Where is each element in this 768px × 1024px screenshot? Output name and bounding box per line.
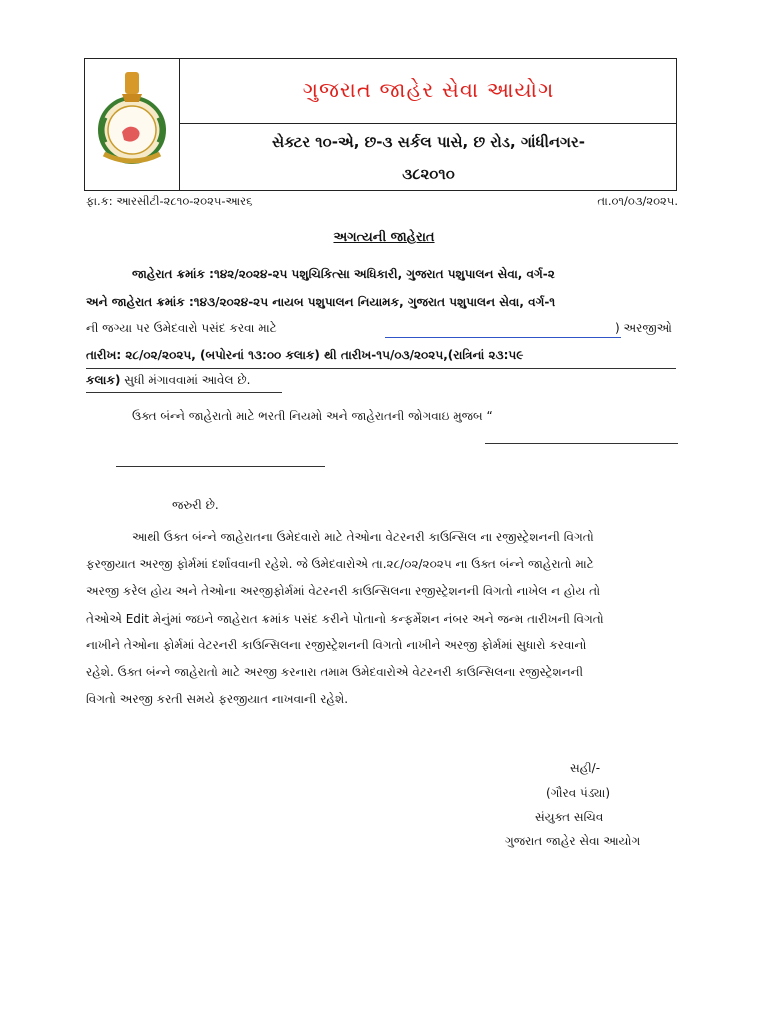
body-line: નાખીને તેઓના ફોર્મમાં વેટરનરી કાઉન્સિલના રજીસ્ટ્રેશનની વિગતો નાખીને અરજી ફોર્મમાં સુધારો કરવાનો [86, 638, 587, 652]
address-line-2: ૩૮૨૦૧૦ [402, 165, 455, 183]
body-line: રહેશે. ઉક્ત બંન્ને જાહેરાતો માટે અરજી કરનારા તમામ ઉમેદવારોએ વેટરનરી કાઉન્સિલના રજીસ્ટ્રેશનની [86, 665, 584, 679]
title-cell [180, 58, 677, 124]
notice-line-5-bold: કલાક) [86, 373, 121, 387]
body-line: તેઓએ Edit મેનુંમાં જઇને જાહેરાત ક્રમાંક પસંદ કરીને પોતાનો કન્ફર્મેશન નંબર અને જન્મ તારીખની વિગતો [86, 612, 604, 626]
signature-mark: સહી/- [570, 761, 601, 775]
signatory-designation: સંયુક્ત સચિવ [535, 810, 604, 824]
rule-line [86, 368, 676, 369]
notice-line-2: અને જાહેરાત ક્રમાંક :૧૪૩/૨૦૨૪-૨૫ નાયબ પશુપાલન નિયામક, ગુજરાત પશુપાલન સેવા, વર્ગ-૧ [86, 295, 556, 309]
signatory-org: ગુજરાત જાહેર સેવા આયોગ [505, 834, 641, 848]
notice-line-1: જાહેરાત ક્રમાંક :૧૪૨/૨૦૨૪-૨૫ પશુચિકિત્સા અધિકારી, ગુજરાત પશુપાલન સેવા, વર્ગ-૨ [132, 267, 555, 281]
logo-cell [84, 58, 180, 191]
body-line: વિગતો અરજી કરતી સમયે ફરજીયાત નાખવાની રહેશે. [86, 692, 349, 706]
body-line: અરજી કરેલ હોય અને તેઓના અરજીફોર્મમાં વેટરનરી કાઉન્સિલના રજીસ્ટ્રેશનની વિગતો નાખેલ ન હોય તો [86, 584, 601, 598]
notice-line-3-end: ) અરજીઓ [615, 321, 672, 335]
gpsc-emblem-icon [84, 58, 180, 191]
notice-line-4: તારીખ: ૨૮/૦૨/૨૦૨૫, (બપોરનાં ૧૩:૦૦ કલાક) થી તારીખ-૧૫/૦૩/૨૦૨૫,(રાત્રિનાં ૨૩:૫૯ [86, 348, 524, 362]
signature-blank-right [485, 443, 678, 444]
notice-line-5 [86, 369, 250, 392]
notice-line-3-start: ની જગ્યા પર ઉમેદવારો પસંદ કરવા માટે [86, 321, 277, 335]
required-text: જરુરી છે. [172, 498, 219, 512]
notice-line-5-rest: સુધી મંગાવવામાં આવેલ છે. [120, 373, 251, 387]
address-block [180, 126, 677, 190]
org-name: ગુજરાત જાહેર સેવા આયોગ [302, 78, 555, 102]
rule-line-short [86, 392, 282, 393]
notice-line-6: ઉક્ત બંન્ને જાહેરાતો માટે ભરતી નિયમો અને જાહેરાતની જોગવાઇ મુજબ “ [132, 409, 493, 423]
blank-line [385, 337, 621, 338]
notice-heading: અગત્યની જાહેરાત [333, 230, 435, 245]
signature-blank-left [116, 466, 325, 467]
signatory-name: (ગૌરવ પંડ્યા) [546, 786, 611, 800]
body-line: ફરજીયાત અરજી ફોર્મમાં દર્શાવવાની રહેશે. જે ઉમેદવારોએ તા.૨૮/૦૨/૨૦૨૫ ના ઉક્ત બંન્ને જાહેરાતો માટે [86, 557, 594, 571]
file-number: ફા.ક: આરસીટી-૨૮૧૦-૨૦૨૫-આર૬ [86, 194, 253, 208]
address-line-1: સેક્ટર ૧૦-એ, છ-૩ સર્કલ પાસે, છ રોડ, ગાંધીનગર- [272, 133, 585, 151]
body-line: આથી ઉક્ત બંન્ને જાહેરાતના ઉમેદવારો માટે તેઓના વેટરનરી કાઉન્સિલ ના રજીસ્ટ્રેશનની વિગતો [132, 530, 594, 544]
letter-date: તા.૦૧/૦૩/૨૦૨૫. [597, 194, 678, 208]
